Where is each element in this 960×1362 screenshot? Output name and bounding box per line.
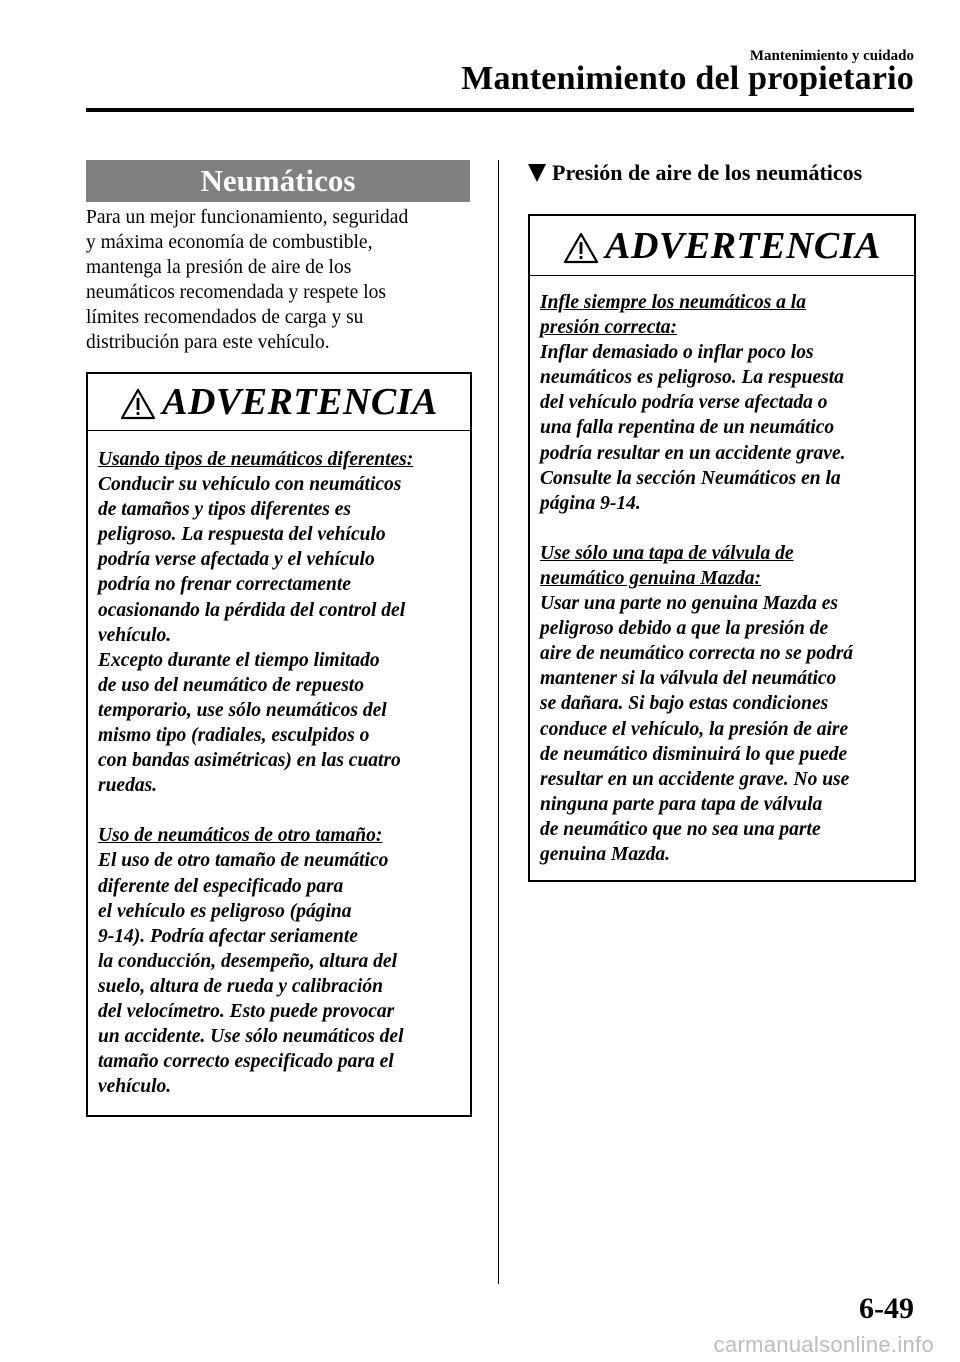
text-line: podría resultar en un accidente grave.	[540, 442, 846, 464]
text-line: peligroso. La respuesta del vehículo	[98, 524, 386, 546]
intro-line: y máxima economía de combustible,	[86, 232, 373, 253]
intro-line: mantenga la presión de aire de los	[86, 257, 352, 278]
triangle-bullet-icon	[528, 164, 546, 182]
text-line: suelo, altura de rueda y calibración	[98, 975, 383, 997]
page-title: Mantenimiento del propietario	[461, 60, 914, 97]
warning-body	[88, 431, 470, 1115]
text-line: de neumático disminuirá lo que puede	[540, 743, 848, 765]
warning-triangle-icon	[120, 388, 156, 420]
intro-paragraph	[86, 205, 476, 355]
section-banner	[86, 160, 470, 202]
text-line: Excepto durante el tiempo limitado	[98, 649, 380, 671]
subsection-title: Presión de aire de los neumáticos	[552, 160, 863, 185]
text-line: podría no frenar correctamente	[98, 574, 351, 596]
section-title: Neumáticos	[200, 163, 356, 198]
text-line: vehículo.	[98, 624, 172, 646]
text-line: podría verse afectada y el vehículo	[98, 549, 375, 571]
warning-heading: Uso de neumáticos de otro tamaño:	[98, 825, 383, 847]
text-line: ocasionando la pérdida del control del	[98, 599, 406, 621]
text-line: El uso de otro tamaño de neumático	[98, 850, 389, 872]
text-line: de tamaños y tipos diferentes es	[98, 499, 351, 521]
text-line: la conducción, desempeño, altura del	[98, 950, 397, 972]
warning-heading	[540, 290, 904, 340]
intro-line: Para un mejor funcionamiento, seguridad	[86, 207, 409, 228]
text-line: se dañara. Si bajo estas condiciones	[540, 693, 829, 715]
heading-line: Infle siempre los neumáticos a la	[540, 292, 806, 313]
text-line: mismo tipo (radiales, esculpidos o	[98, 725, 370, 747]
text-line: mantener si la válvula del neumático	[540, 668, 837, 690]
intro-line: neumáticos recomendada y respete los	[86, 282, 386, 303]
heading-line: Use sólo una tapa de válvula de	[540, 542, 794, 564]
warning-paragraph	[540, 591, 904, 867]
text-line: página 9-14.	[540, 492, 641, 514]
warning-paragraph	[98, 848, 460, 1099]
page-number: 6-49	[859, 1292, 914, 1325]
warning-title: ADVERTENCIA	[605, 224, 881, 267]
warning-heading	[540, 541, 904, 591]
text-line: con bandas asimétricas) en las cuatro	[98, 750, 401, 772]
watermark: carmanualsonline.info	[713, 1332, 934, 1357]
chapter-label: Mantenimiento y cuidado	[749, 48, 914, 64]
warning-body	[530, 276, 914, 883]
text-line: un accidente. Use sólo neumáticos del	[98, 1026, 404, 1048]
text-line: Usar una parte no genuina Mazda es	[540, 593, 838, 615]
text-line: Conducir su vehículo con neumáticos	[98, 474, 402, 496]
warning-triangle-icon	[563, 232, 599, 264]
text-line: resultar en un accidente grave. No use	[540, 768, 850, 790]
text-line: tamaño correcto especificado para el	[98, 1051, 394, 1073]
intro-line: distribución para este vehículo.	[86, 332, 330, 353]
text-line: el vehículo es peligroso (página	[98, 900, 352, 922]
text-line: conduce el vehículo, la presión de aire	[540, 718, 849, 740]
text-line: genuina Mazda.	[540, 843, 671, 865]
warning-title: ADVERTENCIA	[162, 381, 438, 423]
text-line: Inflar demasiado o inflar poco los	[540, 342, 814, 364]
text-line: del vehículo podría verse afectada o	[540, 392, 828, 414]
heading-line: presión correcta:	[540, 317, 678, 339]
subsection-heading	[528, 160, 862, 186]
warning-header	[530, 216, 914, 276]
warning-box-right	[528, 214, 916, 882]
text-line: una falla repentina de un neumático	[540, 417, 835, 439]
warning-heading: Usando tipos de neumáticos diferentes:	[98, 449, 414, 470]
heading-line: neumático genuina Mazda:	[540, 567, 762, 589]
text-line: neumáticos es peligroso. La respuesta	[540, 367, 844, 389]
text-line: ninguna parte para tapa de válvula	[540, 793, 823, 815]
text-line: aire de neumático correcta no se podrá	[540, 643, 854, 665]
text-line: vehículo.	[98, 1076, 172, 1098]
header-rule	[86, 108, 914, 112]
text-line: Consulte la sección Neumáticos en la	[540, 467, 841, 489]
text-line: de neumático que no sea una parte	[540, 818, 821, 840]
text-line: temporario, use sólo neumáticos del	[98, 699, 387, 721]
column-divider	[498, 160, 499, 1284]
text-line: del velocímetro. Esto puede provocar	[98, 1000, 395, 1022]
text-line: 9-14). Podría afectar seriamente	[98, 925, 358, 947]
warning-paragraph	[540, 340, 904, 516]
warning-box-left	[86, 372, 472, 1117]
text-line: ruedas.	[98, 775, 158, 797]
text-line: diferente del especificado para	[98, 875, 344, 897]
intro-line: límites recomendados de carga y su	[86, 307, 364, 328]
warning-paragraph	[98, 472, 460, 798]
text-line: peligroso debido a que la presión de	[540, 618, 829, 640]
warning-header	[88, 374, 470, 431]
text-line: de uso del neumático de repuesto	[98, 674, 364, 696]
